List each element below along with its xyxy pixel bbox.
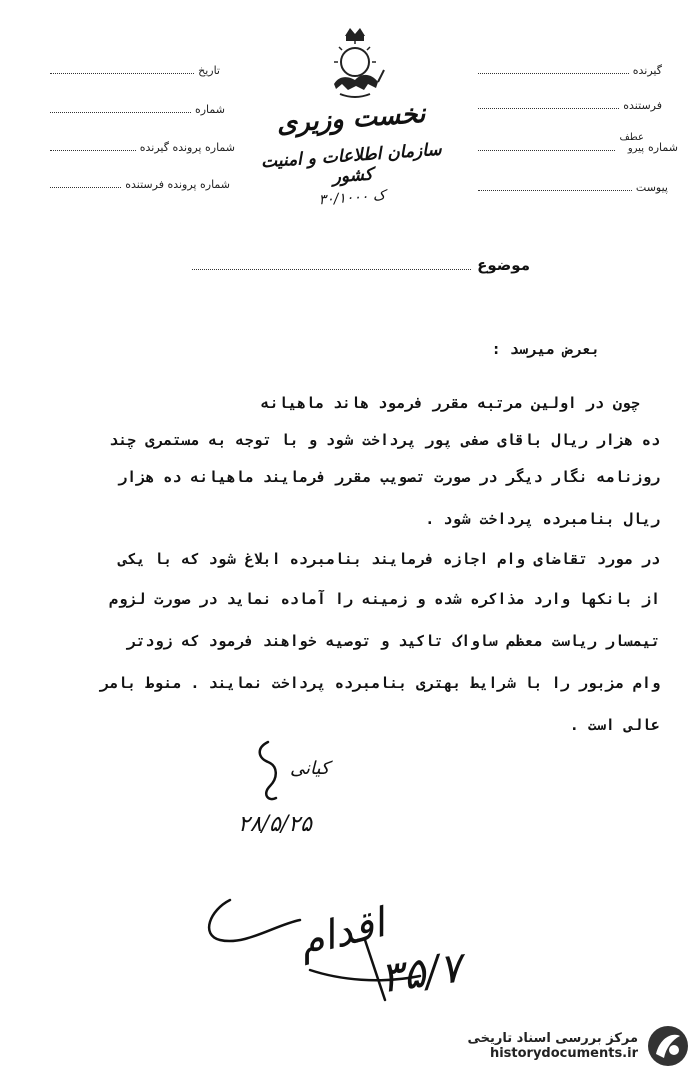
sender-field <box>478 99 662 112</box>
recipient-file-label: شماره پرونده گیرنده <box>139 141 235 154</box>
attachment-field <box>478 181 668 194</box>
body-line-9: عالی است . <box>569 716 660 734</box>
salutation: بعرض میرسد : <box>491 340 600 358</box>
handwritten-note-word: اقدام <box>293 900 390 966</box>
attachment-line <box>478 190 632 191</box>
number-field-left <box>50 103 225 116</box>
recipient-line <box>478 73 629 74</box>
organization-subtitle: سازمان اطلاعات و امنیت کشور <box>260 139 443 188</box>
recipient-file-line <box>50 150 136 151</box>
attachment-label: پیوست <box>635 181 668 194</box>
body-line-7: تیمسار ریاست معظم ساواک تاکید و توصیه خواهند فرمود که زودتر <box>127 632 660 650</box>
watermark <box>468 1024 691 1068</box>
sender-file-label: شماره پرونده فرستنده <box>125 178 230 191</box>
number-label-right: شماره <box>647 141 678 154</box>
watermark-logo-icon <box>646 1024 690 1068</box>
body-line-5: در مورد تقاضای وام اجازه فرمایند بنامبرده ابلاغ شود که با یکی <box>118 550 660 568</box>
subject-label: موضوع <box>477 256 530 274</box>
recipient-label: گیرنده <box>632 64 662 77</box>
sender-label: فرستنده <box>623 99 662 112</box>
number-field-right <box>478 132 678 154</box>
date-field <box>50 64 220 77</box>
subject-field <box>192 256 530 274</box>
subject-line <box>192 269 471 270</box>
handwritten-note-number: ۳۵/۷ <box>376 942 465 1003</box>
sender-file-line <box>50 187 121 188</box>
date-line <box>50 73 194 74</box>
number-tags <box>615 132 644 154</box>
lion-and-sun-emblem-icon <box>320 22 390 102</box>
body-line-8: وام مزبور را با شرایط بهتری بنامبرده پرداخت نمایند . منوط بامر <box>100 674 660 692</box>
signature-date: ۲۸/۵/۲۵ <box>238 812 312 837</box>
organization-title: نخست وزیری <box>275 98 427 140</box>
body-line-4: ریال بنامبرده پرداخت شود . <box>425 510 660 528</box>
number-label-left: شماره <box>194 103 225 116</box>
number-line-right <box>478 150 615 151</box>
body-line-3: روزنامه نگار دیگر در صورت تصویب مقرر فرمایند ماهیانه ده هزار <box>118 468 660 486</box>
watermark-url: historydocuments.ir <box>489 1046 638 1061</box>
number-tag-peyro: پیرو <box>627 143 644 154</box>
organization-reference: ۳۰/۱۰۰۰ ک <box>318 187 386 209</box>
body-line-6: از بانکها وارد مذاکره شده و زمینه را آماده نماید در صورت لزوم <box>109 590 660 608</box>
recipient-field <box>478 64 662 77</box>
recipient-file-field <box>50 141 235 154</box>
watermark-text <box>468 1031 639 1061</box>
sender-line <box>478 108 619 109</box>
number-line-left <box>50 112 191 113</box>
sender-file-field <box>50 178 230 191</box>
date-label: تاریخ <box>198 64 220 77</box>
watermark-title: مرکز بررسی اسناد تاریخی <box>467 1031 638 1046</box>
body-line-2: ده هزار ریال باقای صفی پور پرداخت شود و با توجه به مستمری چند <box>109 431 660 449</box>
number-tag-atf: عطف <box>619 132 644 143</box>
signature-name: کیانی <box>290 758 330 779</box>
body-line-1: چون در اولین مرتبه مقرر فرمود هاند ماهیانه <box>260 394 640 412</box>
